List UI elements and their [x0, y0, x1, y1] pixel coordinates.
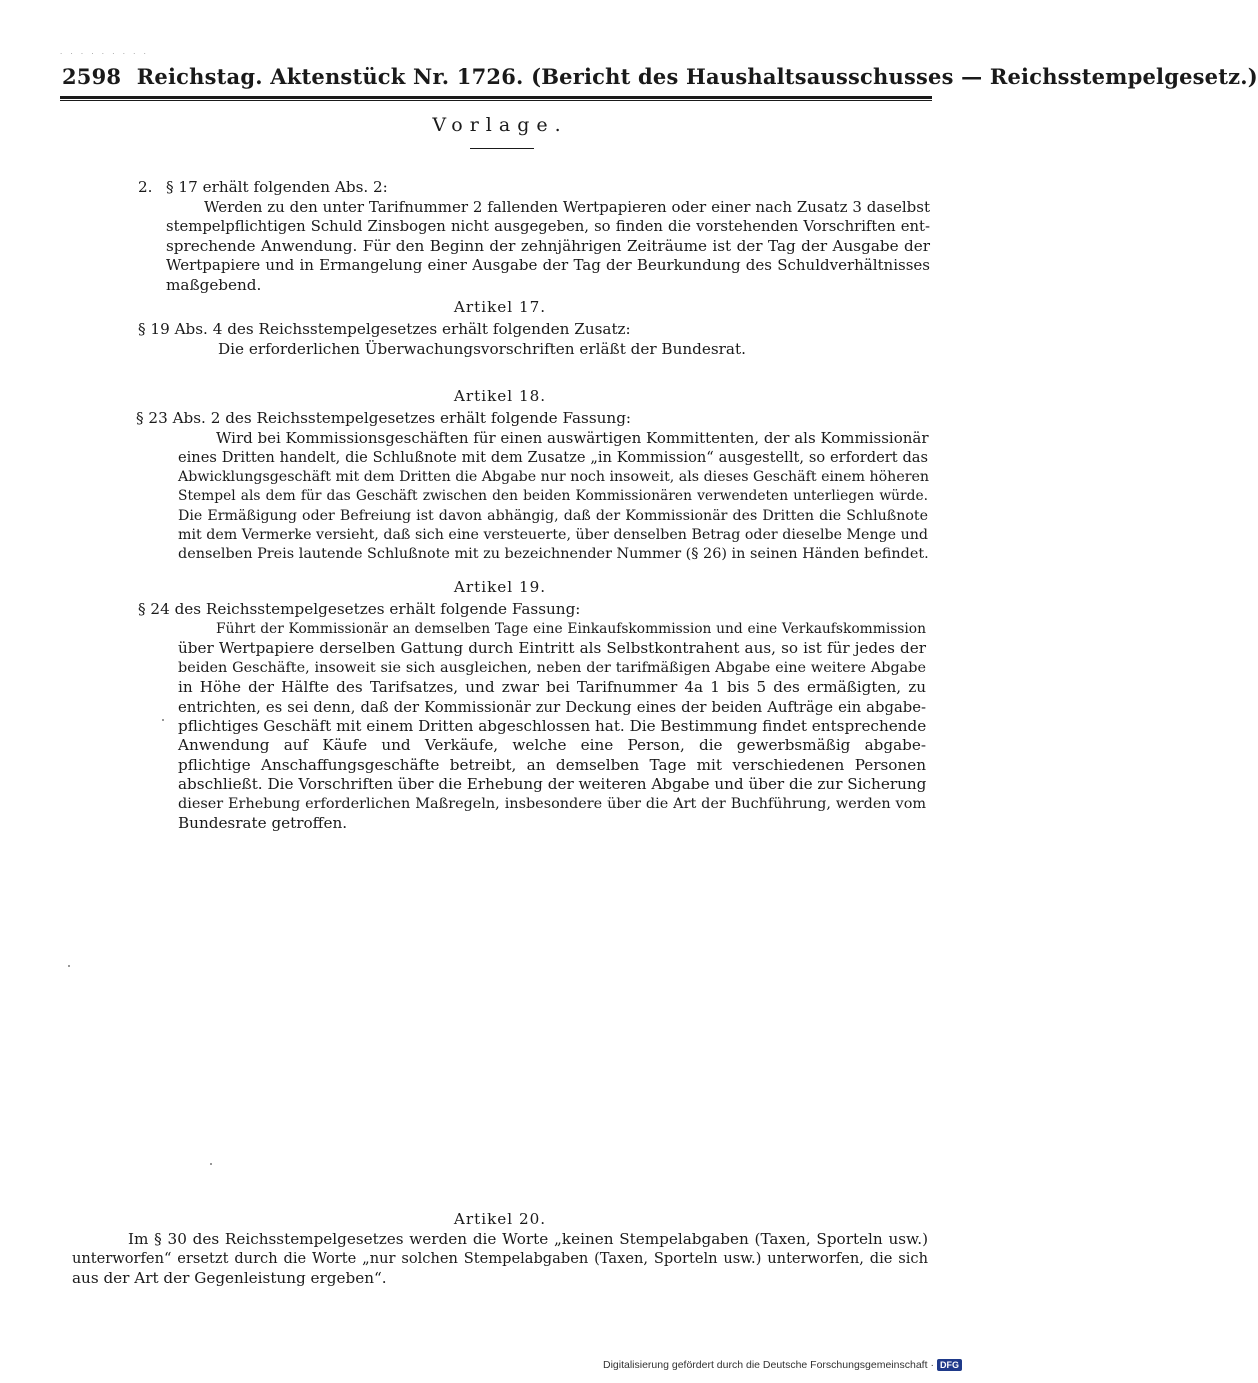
text-line: abschließt. Die Vorschriften über die Erhebung der weiteren Abgabe und über die zur Sicherung: [178, 775, 927, 794]
text-line: pflichtiges Geschäft mit einem Dritten abgeschlossen hat. Die Bestimmung findet entsprechende: [178, 717, 927, 736]
article-18-body: [178, 429, 928, 565]
article-20-body: [72, 1230, 928, 1288]
item2-body: [166, 198, 930, 295]
text-line: aus der Art der Gegenleistung ergeben“.: [72, 1268, 387, 1287]
text-line: Die Ermäßigung oder Befreiung ist davon abhängig, daß der Kommissionär des Dritten die Schlußnote: [178, 507, 928, 524]
running-title: Reichstag. Aktenstück Nr. 1726. (Bericht des Haushaltsausschusses — Reichsstempelgesetz.): [136, 64, 1258, 89]
footer: [603, 1359, 962, 1371]
text-line: Bundesrate getroffen.: [178, 814, 348, 833]
item-number: 2.: [138, 178, 153, 196]
article-18-heading: Artikel 18.: [453, 387, 547, 405]
text-line: denselben Preis lautende Schlußnote mit zu bezeichnender Nummer (§ 26) in seinen Händen befindet.: [178, 546, 929, 563]
text-line: mit dem Vermerke versieht, daß sich eine versteuerte, über denselben Betrag oder dieselbe Menge und: [178, 527, 928, 544]
text-line: stempelpflichtigen Schuld Zinsbogen nicht ausgegeben, so finden die vorstehenden Vorschriften ent-: [166, 218, 930, 236]
page-number: 2598: [62, 64, 122, 89]
scan-artifact: · · · · · · · · ·: [60, 50, 149, 58]
text-line: eines Dritten handelt, die Schlußnote mit dem Zusatze „in Kommission“ ausgestellt, so erfordert das: [178, 449, 928, 467]
header-rule: [60, 96, 932, 99]
text-line: in Höhe der Hälfte des Tarifsatzes, und zwar bei Tarifnummer 4a 1 bis 5 des ermäßigten, zu: [178, 678, 926, 697]
article-18-intro: § 23 Abs. 2 des Reichsstempelgesetzes erhält folgende Fassung:: [136, 409, 632, 427]
text-line: Werden zu den unter Tarifnummer 2 fallenden Wertpapieren oder einer nach Zusatz 3 daselbst: [204, 198, 930, 216]
text-line: dieser Erhebung erforderlichen Maßregeln, insbesondere über die Art der Buchführung, werden vom: [178, 795, 926, 812]
article-19-body: [178, 620, 926, 833]
text-line: Anwendung auf Käufe und Verkäufe, welche eine Person, die gewerbsmäßig abgabe-: [178, 736, 926, 755]
text-line: sprechende Anwendung. Für den Beginn der zehnjährigen Zeiträume ist der Tag der Ausgabe der: [166, 236, 930, 255]
text-line: maßgebend.: [166, 275, 262, 294]
dfg-logo: DFG: [937, 1359, 962, 1371]
page-header: [62, 64, 1258, 89]
text-line: pflichtige Anschaffungsgeschäfte betreibt, an demselben Tage mit verschiedenen Personen: [178, 755, 926, 774]
header-rule-thin: [60, 100, 932, 101]
text-line: Stempel als dem für das Geschäft zwischen den beiden Kommissionären verwendeten unterliegen würde.: [178, 488, 928, 505]
heading-rule: [470, 148, 534, 149]
footer-dot: ·: [930, 1359, 934, 1371]
text-line: Wertpapiere und in Ermangelung einer Ausgabe der Tag der Beurkundung des Schuldverhältnisses: [166, 256, 930, 275]
text-line: Abwicklungsgeschäft mit dem Dritten die Abgabe nur noch insoweit, als dieses Geschäft einem höheren: [178, 468, 930, 485]
scan-speck: [210, 1163, 212, 1165]
scan-speck: [162, 719, 164, 721]
text-line: Führt der Kommissionär an demselben Tage eine Einkaufskommission und eine Verkaufskommission: [216, 621, 926, 637]
scan-speck: [68, 965, 70, 967]
article-17-heading: Artikel 17.: [453, 298, 547, 316]
text-line: über Wertpapiere derselben Gattung durch Eintritt als Selbstkontrahent aus, so ist für jedes der: [178, 639, 926, 658]
text-line: Im § 30 des Reichsstempelgesetzes werden die Worte „keinen Stempelabgaben (Taxen, Sporteln usw.): [128, 1230, 928, 1248]
article-19-heading: Artikel 19.: [453, 578, 547, 596]
article-19-intro: § 24 des Reichsstempelgesetzes erhält folgende Fassung:: [138, 600, 581, 618]
text-line: entrichten, es sei denn, daß der Kommissionär zur Deckung eines der beiden Aufträge ein abgabe-: [178, 698, 926, 716]
article-20-heading: Artikel 20.: [453, 1210, 547, 1228]
article-17-text: Die erforderlichen Überwachungsvorschriften erläßt der Bundesrat.: [218, 340, 746, 358]
item-intro: § 17 erhält folgenden Abs. 2:: [166, 178, 388, 196]
footer-text: Digitalisierung gefördert durch die Deutsche Forschungsgemeinschaft: [602, 1359, 928, 1371]
article-17-intro: § 19 Abs. 4 des Reichsstempelgesetzes erhält folgenden Zusatz:: [138, 320, 631, 338]
text-line: unterworfen“ ersetzt durch die Worte „nur solchen Stempelabgaben (Taxen, Sporteln usw.) unterworfen, die sich: [72, 1250, 928, 1268]
section-heading: Vorlage.: [432, 114, 568, 136]
text-line: beiden Geschäfte, insoweit sie sich ausgleichen, neben der tarifmäßigen Abgabe eine weitere Abgabe: [178, 659, 926, 676]
text-line: Wird bei Kommissionsgeschäften für einen auswärtigen Kommittenten, der als Kommissionär: [216, 429, 929, 447]
